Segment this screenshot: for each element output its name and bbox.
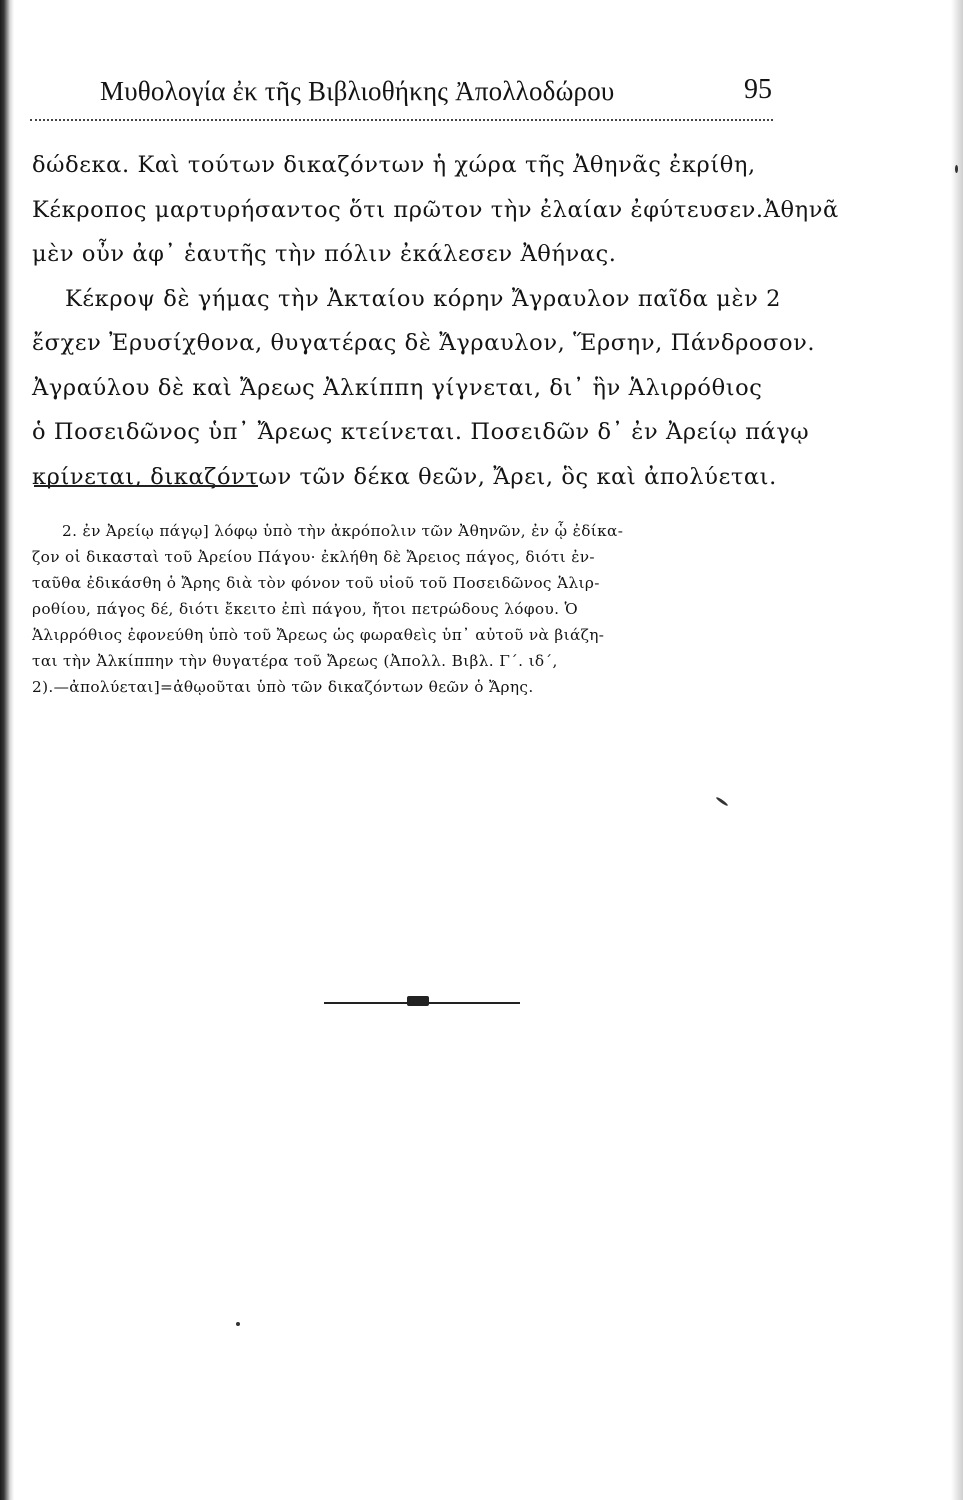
main-text-line: Κέκροπος μαρτυρήσαντος ὅτι πρῶτον τὴν ἐλαίαν ἐφύτευσεν.Ἀθηνᾶ <box>32 196 839 223</box>
footnote-line: 2. ἐν Ἀρείῳ πάγῳ] λόφῳ ὑπὸ τὴν ἀκρόπολιν τῶν Ἀθηνῶν, ἐν ᾧ ἐδίκα- <box>62 522 624 540</box>
main-text-line: δώδεκα. Καὶ τούτων δικαζόντων ἡ χώρα τῆς Ἀθηνᾶς ἐκρίθη, <box>32 152 756 178</box>
footnote-line: ροθίου, πάγος δέ, διότι ἔκειτο ἐπὶ πάγου, ἤτοι πετρώδους λόφου. Ὁ <box>32 600 579 618</box>
end-ornament <box>407 996 429 1006</box>
header-rule <box>30 119 773 121</box>
footnote-line: ται τὴν Ἀλκίππην τὴν θυγατέρα τοῦ Ἄρεως (Ἀπολλ. Βιβλ. Γ΄. ιδ΄, <box>32 652 558 670</box>
print-speck <box>955 165 958 173</box>
print-speck <box>236 1322 240 1326</box>
running-head <box>100 72 772 112</box>
footnote <box>32 518 792 700</box>
print-speck <box>715 796 728 806</box>
main-text-line: Ἀγραύλου δὲ καὶ Ἄρεως Ἀλκίππη γίγνεται, δι᾽ ἣν Ἁλιρρόθιος <box>32 374 763 401</box>
footnote-line: Ἁλιρρόθιος ἐφονεύθη ὑπὸ τοῦ Ἄρεως ὡς φωραθεὶς ὑπ᾽ αὐτοῦ νὰ βιάζη- <box>32 626 605 644</box>
page-edge-right <box>951 0 963 1500</box>
running-title: Μυθολογία ἐκ τῆς Βιβλιοθήκης Ἀπολλοδώρου <box>100 76 615 106</box>
footnote-separator <box>34 485 258 487</box>
main-text-line: μὲν οὖν ἀφ᾽ ἑαυτῆς τὴν πόλιν ἐκάλεσεν Ἀθήνας. <box>32 241 617 267</box>
footnote-line: ταῦθα ἐδικάσθη ὁ Ἄρης διὰ τὸν φόνον τοῦ υἱοῦ τοῦ Ποσειδῶνος Ἁλιρ- <box>32 574 600 592</box>
main-text-line: Κέκροψ δὲ γήμας τὴν Ἀκταίου κόρην Ἄγραυλον παῖδα μὲν 2 <box>65 285 782 312</box>
page-number: 95 <box>744 74 772 105</box>
page-edge-left <box>0 0 14 1500</box>
footnote-line: ζον οἱ δικασταὶ τοῦ Ἀρείου Πάγου· ἐκλήθη δὲ Ἄρειος πάγος, διότι ἐν- <box>32 548 595 566</box>
footnote-line: 2).—ἀπολύεται]=ἀθῳοῦται ὑπὸ τῶν δικαζόντων θεῶν ὁ Ἄρης. <box>32 678 534 696</box>
main-text-line: κρίνεται, δικαζόντων τῶν δέκα θεῶν, Ἄρει, ὃς καὶ ἀπολύεται. <box>32 463 777 490</box>
main-text <box>32 143 839 499</box>
main-text-line: ὁ Ποσειδῶνος ὑπ᾽ Ἄρεως κτείνεται. Ποσειδῶν δ᾽ ἐν Ἀρείῳ πάγῳ <box>32 419 810 445</box>
main-text-line: ἔσχεν Ἐρυσίχθονα, θυγατέρας δὲ Ἄγραυλον, Ἕρσην, Πάνδροσον. <box>32 330 816 356</box>
